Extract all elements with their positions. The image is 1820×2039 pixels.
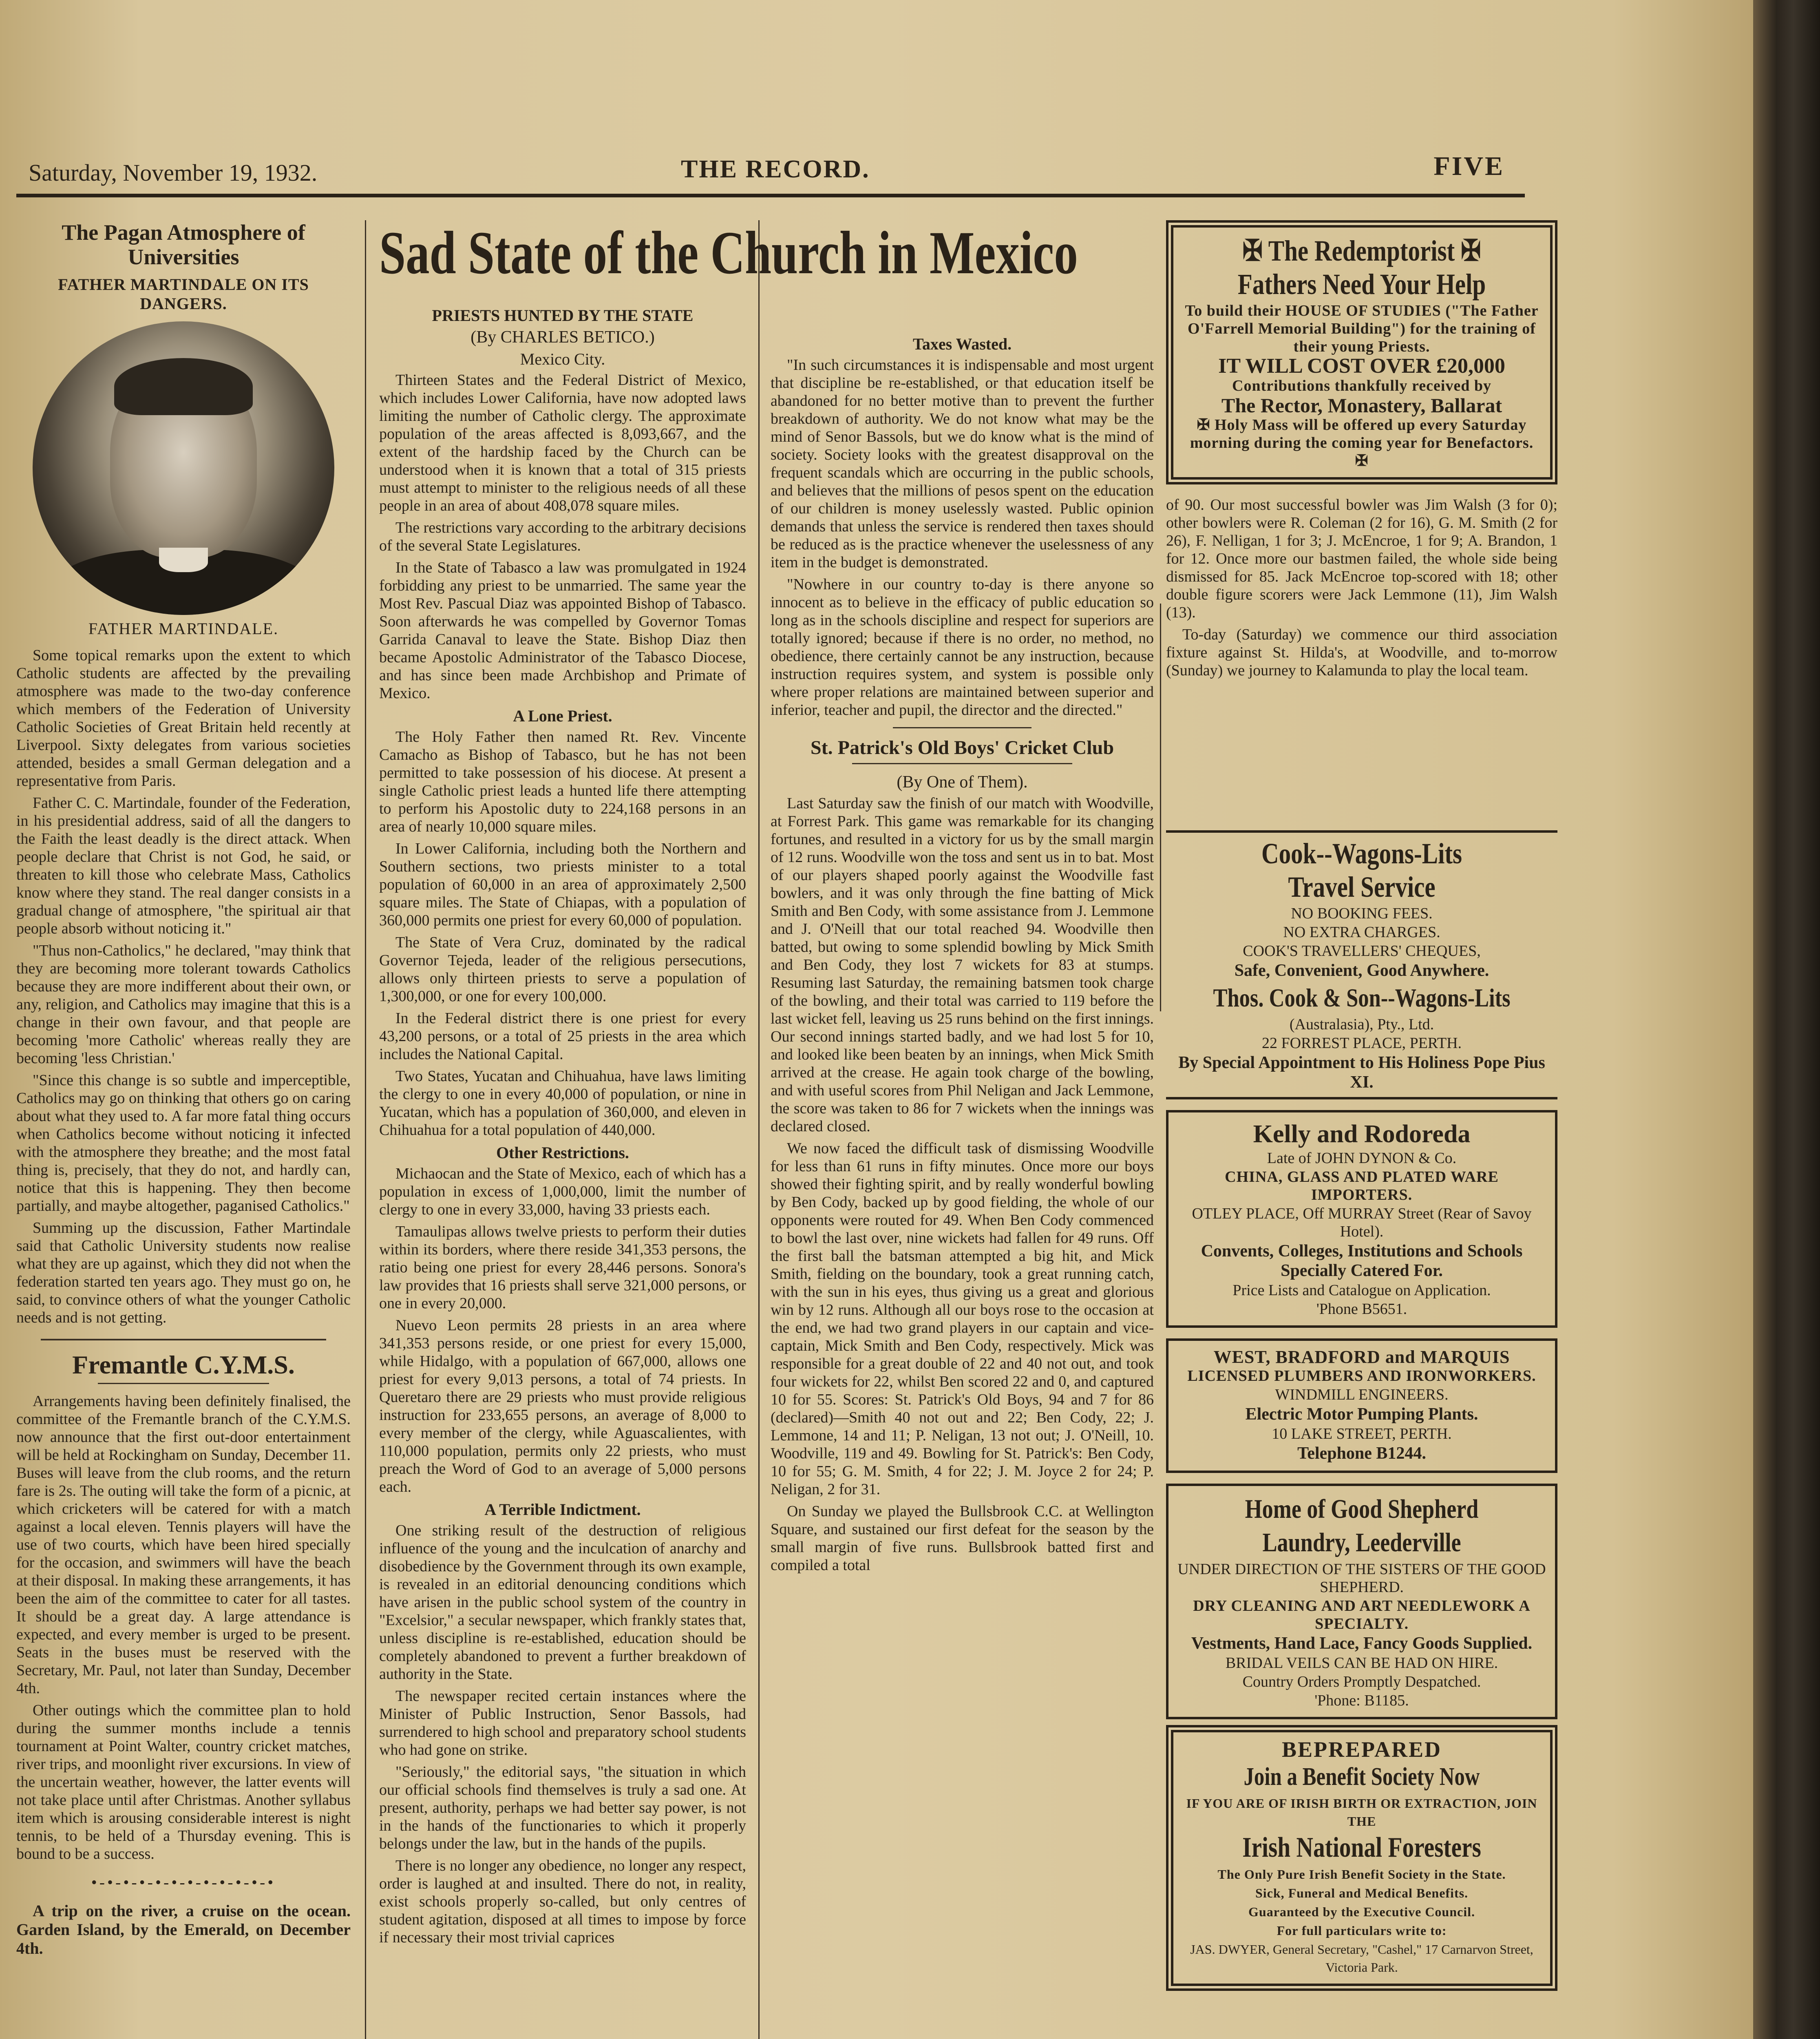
ad-line: Late of JOHN DYNON & Co. bbox=[1267, 1150, 1457, 1167]
ad-line: By Special Appointment to His Holiness Pope Pius XI. bbox=[1178, 1053, 1545, 1092]
mexico-section-head: A Lone Priest. bbox=[513, 707, 612, 725]
mexico-paragraph: There is no longer any obedience, no longer any respect, order is laughed at and insulted. There do not, in reality, exist schools properly so-called, but only centres of student agitation, disposed at all times to impose by force if necessary their most trivial caprices bbox=[379, 1857, 746, 1946]
ad-line: For full particulars write to: bbox=[1277, 1923, 1447, 1938]
mexico-byline: (By CHARLES BETICO.) bbox=[470, 328, 655, 347]
cricket-paragraph: of 90. Our most successful bowler was Jim Walsh (3 for 0); other bowlers were R. Coleman (2 for 16), G. M. Smith (2 for 26), F. Nelligan, 1 for 3; J. McEncroe, 1 for 9; A. Brandon, 1 for 12. Once more our bastmen failed, the whole side being dismissed for 85. Jack McEncroe top-scored with 18; other double figure scorers were Jack Lemmone (11), Jim Walsh (13). bbox=[1166, 496, 1557, 621]
mexico-paragraph: One striking result of the destruction of religious influence of the young and the inculcation of anarchy and disobedience by the Government through its own example, is revealed in an editorial denouncing conditions which have arisen in the public school system of the country in "Excelsior," a secular newspaper, which frankly states that, unless discipline is re-established, education should be completely abandoned to prevent a further breakdown of authority in the State. bbox=[379, 1522, 746, 1683]
kelly-ad bbox=[1166, 1110, 1557, 1328]
ad-line: Sick, Funeral and Medical Benefits. bbox=[1255, 1886, 1469, 1900]
ad-line: 'Phone B5651. bbox=[1316, 1300, 1407, 1318]
redemptorist-ad bbox=[1171, 225, 1553, 480]
ad-line: Thos. Cook & Son--Wagons-Lits bbox=[1213, 983, 1511, 1012]
cricket-paragraph: Last Saturday saw the finish of our match with Woodville, at Forrest Park. This game was remarkable for its changing fortunes, and resulted in a victory for us by the small margin of 12 runs. Woodville won the toss and sent us in to bat. Most of our players shaped poorly against the Woodville fast bowlers, and it was only through the fine batting of Mick Smith and Ben Cody, with some assistance from J. Lemmone and J. O'Neill that our total reached 94. Woodville then batted, but owing to some splendid bowling by Mick Smith and Ben Cody, they lost 7 wickets for 83 at stumps. Resuming last Saturday, the remaining batsmen took charge of the bowling, and their total was carried to 119 before the last wicket fell, leaving us 25 runs behind on the first innings. Our second innings started badly, and we had lost 5 for 10, and looked like been beaten by an innings, when Mick Smith arrived at the crease. He again took charge of the bowling, and with useful scores from Phil Neligan and Jack Lemmone, the score was taken to 86 for 7 wickets when the innings was declared closed. bbox=[771, 795, 1154, 1135]
ad-line: 22 FORREST PLACE, PERTH. bbox=[1261, 1035, 1462, 1052]
ad-line: WINDMILL ENGINEERS. bbox=[1275, 1386, 1449, 1403]
pagan-paragraph: Summing up the discussion, Father Martindale said that Catholic University students now realise what they are up against, which they did not when the federation started ten years ago. They must go on, he said, to convince others of what the younger Catholic needs and is not getting. bbox=[16, 1219, 351, 1326]
portrait-photo bbox=[33, 321, 334, 615]
ad-line: UNDER DIRECTION OF THE SISTERS OF THE GOOD SHEPHERD. bbox=[1177, 1561, 1546, 1596]
cricket-continued bbox=[1166, 496, 1557, 830]
ad-line: IF YOU ARE OF IRISH BIRTH OR EXTRACTION, JOIN THE bbox=[1186, 1796, 1537, 1829]
masthead-title: THE RECORD. bbox=[681, 155, 870, 183]
ad-line: Guaranteed by the Executive Council. bbox=[1248, 1904, 1475, 1919]
mexico-paragraph: "Nowhere in our country to-day is there anyone so innocent as to believe in the efficacy of public education so long as in the schools discipline and respect for superiors are totally ignored; because if there is no order, no method, no obedience, there certainly cannot be any instruction, because instruction requires system, and system is possible only where proper relations are maintained between superior and inferior, teacher and pupil, the director and the directed." bbox=[771, 576, 1154, 719]
masthead-rule bbox=[16, 194, 1525, 197]
mexico-subhead: PRIESTS HUNTED BY THE STATE bbox=[432, 306, 694, 325]
mexico-paragraph: "In such circumstances it is indispensable and most urgent that discipline be re-established, or that education itself be abandoned for no better motive than to prevent the further breakdown of authority. We do not know what may be the mind of Senor Bassols, but we do know what is the mind of society. Society looks with the greatest disapproval on the frequent scandals which are occurring in the public schools, and believes that the millions of pesos spent on the education of our children is money uselessly wasted. Public opinion demands that unless the service is rendered then taxes should be reduced as is the practice whenever the uselessness of any item in the budget is demonstrated. bbox=[771, 356, 1154, 571]
shepherd-title: Home of Good Shepherd bbox=[1245, 1494, 1479, 1524]
mexico-paragraph: In the State of Tabasco a law was promulgated in 1924 forbidding any priest to be unmarried. The same year the Most Rev. Pascual Diaz was appointed Bishop of Tabasco. Soon afterwards he was compelled by Governor Tomas Garrida Canaval to leave the State. Bishop Diaz then became Apostolic Administrator of the Tabasco Diocese, and has since been made Archbishop and Primate of Mexico. bbox=[379, 559, 746, 702]
ad-line: DRY CLEANING AND ART NEEDLEWORK A SPECIALTY. bbox=[1193, 1597, 1531, 1632]
column-right bbox=[1166, 220, 1557, 2039]
column-center-right bbox=[771, 302, 1154, 2039]
column-rule bbox=[365, 220, 366, 2039]
mexico-paragraph: In Lower California, including both the Northern and Southern sections, two priests minister to a total population of 60,000 in an area of approximately 2,500 square miles. The State of Chiapas, with a population of 360,000 permits one priest for every 60,000 of population. bbox=[379, 840, 746, 929]
ad-line: Convents, Colleges, Institutions and Schools Specially Catered For. bbox=[1201, 1242, 1523, 1280]
foresters-ad bbox=[1171, 1730, 1553, 1986]
ad-line: Telephone B1244. bbox=[1297, 1444, 1426, 1463]
ad-line: 10 LAKE STREET, PERTH. bbox=[1272, 1425, 1452, 1442]
cook-ad bbox=[1166, 830, 1557, 1099]
ad-line: NO BOOKING FEES. bbox=[1291, 905, 1433, 922]
cricket-paragraph: On Sunday we played the Bullsbrook C.C. at Wellington Square, and sustained our first defeat for the season by the small margin of five runs. Bullsbrook batted first and compiled a total bbox=[771, 1503, 1154, 1574]
ad-line: OTLEY PLACE, Off MURRAY Street (Rear of Savoy Hotel). bbox=[1192, 1205, 1532, 1240]
section-divider bbox=[893, 727, 1031, 728]
ad-line: Vestments, Hand Lace, Fancy Goods Supplied. bbox=[1191, 1634, 1533, 1653]
ad-line: The Rector, Monastery, Ballarat bbox=[1221, 394, 1502, 417]
mexico-paragraph: Tamaulipas allows twelve priests to perform their duties within its borders, where there reside 341,353 persons, the ratio being one priest for every 28,446 persons. Sonora's law provides that 16 priests shall serve 321,000 persons, or one in every 20,000. bbox=[379, 1223, 746, 1312]
ad-line: Safe, Convenient, Good Anywhere. bbox=[1234, 961, 1489, 980]
pagan-paragraph: "Thus non-Catholics," he declared, "may think that they are becoming more tolerant towards Catholics because they are more indifferent about their own, or any, religion, and Catholics may imagine that this is a change in their own favour, and that people are becoming 'more Catholic' whereas really they are becoming 'less Christian.' bbox=[16, 942, 351, 1067]
ad-line: ✠ Holy Mass will be offered up every Saturday morning during the coming year for Benefactors. ✠ bbox=[1190, 416, 1534, 469]
cook-title-2: Travel Service bbox=[1288, 871, 1436, 903]
masthead bbox=[29, 147, 1504, 196]
pagan-paragraph: "Since this change is so subtle and imperceptible, Catholics may go on thinking that others go on caring about what they used to. A far more fatal thing occurs when Catholics become without noticing it infected with the atmosphere they breathe; and the most fatal thing is, precisely, that they do not, and hardly can, notice that this is happening. They then become partially, and maybe altogether, paganised Catholics." bbox=[16, 1072, 351, 1214]
mexico-body bbox=[379, 302, 746, 2039]
masthead-date: Saturday, November 19, 1932. bbox=[29, 159, 318, 186]
cyms-headline: Fremantle C.Y.M.S. bbox=[72, 1350, 295, 1379]
masthead-page-number: FIVE bbox=[1433, 151, 1504, 181]
mexico-paragraph: Michaocan and the State of Mexico, each of which has a population in excess of 1,000,000, limit the number of clergy to one in every 33,000, having 33 priests each. bbox=[379, 1165, 746, 1218]
ad-line: JAS. DWYER, General Secretary, "Cashel," 17 Carnarvon Street, Victoria Park. bbox=[1190, 1942, 1533, 1975]
pagan-paragraph: Father C. C. Martindale, founder of the Federation, in his presidential address, said of all the dangers to the Faith the least deadly is the direct attack. When people declare that Christ is not God, he said, or threaten to kill those who celebrate Mass, Catholics know where they stand. The real danger consists in a gradual change of atmosphere, "the spiritual air that people absorb without noticing it." bbox=[16, 794, 351, 937]
cricket-paragraph: We now faced the difficult task of dismissing Woodville for less than 61 runs in fifty minutes. Once more our boys showed their fighting spirit, and by really wonderful bowling by Ben Cody, backed up by good fielding, the whole of our opponents were routed for 49. When Ben Cody commenced to bowl the last over, nine wickets had fallen for 49 runs. Off the first ball the batsman attempted a big hit, and Mick Smith, fielding on the boundary, took a great running catch, with the sun in his eyes, thus giving us a great and glorious win by 12 runs. Although all our boys rose to the occasion at the end, we had two grand players in our captain and vice-captain, Mick Smith and Ben Cody, respectively. Mick was responsible for a great double of 22 and 40 not out, and took four wickets for 22, whilst Ben scored 22 and 0, and captured 10 for 55. Scores: St. Patrick's Old Boys, 94 and 7 for 86 (declared)—Smith 40 not out and 22; Ben Cody, 22; J. Lemmone, 14 and 11; P. Neligan, 13 not out; J. O'Neill, 10. Woodville, 119 and 49. Bowling for St. Patrick's: Ben Cody, 10 for 55; G. M. Smith, 4 for 22; J. M. Joyce 2 for 24; P. Neligan, 2 for 31. bbox=[771, 1140, 1154, 1498]
section-divider bbox=[852, 763, 1072, 764]
section-divider bbox=[98, 1383, 269, 1384]
ad-line: The Only Pure Irish Benefit Society in the State. bbox=[1217, 1867, 1506, 1882]
ad-line: (Australasia), Pty., Ltd. bbox=[1289, 1016, 1434, 1033]
mexico-paragraph: Two States, Yucatan and Chihuahua, have laws limiting the clergy to one in every 40,000 of population, or nine in Yucatan, which has a population of 360,000, and eleven in Chihuahua for a total population of 440,000. bbox=[379, 1068, 746, 1139]
mexico-paragraph: The newspaper recited certain instances where the Minister of Public Instruction, Senor Bassols, had surrendered to high school and preparatory school students who had gone on strike. bbox=[379, 1687, 746, 1758]
column-rule bbox=[758, 220, 760, 2039]
mexico-paragraph: "Seriously," the editorial says, "the situation in which our official schools find themselves is truly a sad one. At present, authority, perhaps we had better say power, is not in the hands of the functionaries to which it properly belongs under the law, but in the hands of the pupils. bbox=[379, 1763, 746, 1852]
ad-line: Electric Motor Pumping Plants. bbox=[1245, 1405, 1478, 1424]
trip-notice: A trip on the river, a cruise on the ocean. Garden Island, by the Emerald, on December 4th. bbox=[16, 1902, 351, 1957]
mexico-paragraph: The State of Vera Cruz, dominated by the radical Governor Tejeda, leader of the religious persecutions, allows only thirteen priests to serve a population of 1,300,000, or one for every 100,000. bbox=[379, 934, 746, 1005]
ad-line: BRIDAL VEILS CAN BE HAD ON HIRE. bbox=[1225, 1654, 1498, 1672]
ad-line: CHINA, GLASS AND PLATED WARE IMPORTERS. bbox=[1225, 1168, 1499, 1203]
ad-line: 'Phone: B1185. bbox=[1314, 1692, 1409, 1709]
ornament-rule: •-•-•-•-•-•-•-•-•-•-•-• bbox=[91, 1873, 276, 1891]
mexico-section-head: A Terrible Indictment. bbox=[484, 1500, 641, 1519]
mexico-section-head: Taxes Wasted. bbox=[912, 335, 1012, 353]
ad-line: Contributions thankfully received by bbox=[1232, 377, 1491, 394]
ad-line: BEPREPARED bbox=[1281, 1737, 1442, 1762]
mexico-paragraph: In the Federal district there is one priest for every 43,200 persons, or a total of 25 priests in the area which includes the National Capital. bbox=[379, 1010, 746, 1063]
ad-line: NO EXTRA CHARGES. bbox=[1283, 924, 1440, 941]
cyms-paragraph: Other outings which the committee plan to hold during the summer months include a tennis tournament at Point Walter, country cricket matches, river trips, and moonlight river excursions. In view of the uncertain weather, however, the latter events will not take place until after Christmas. Another syllabus item which is arousing considerable interest is night tennis, to be held of a Thursday evening. This is bound to be a success. bbox=[16, 1702, 351, 1862]
mexico-paragraph: The Holy Father then named Rt. Rev. Vincente Camacho as Bishop of Tabasco, but he has not been permitted to take possession of his diocese. At present a single Catholic priest leads a hunted life there attempting to perform his Apostolic duty to 224,168 persons in an area of nearly 10,000 square miles. bbox=[379, 728, 746, 835]
pagan-headline: The Pagan Atmosphere of Universities bbox=[62, 220, 305, 269]
column-left bbox=[16, 220, 351, 2039]
cook-title: Cook--Wagons-Lits bbox=[1261, 837, 1462, 870]
shepherd-title-2: Laundry, Leederville bbox=[1262, 1528, 1461, 1557]
column-rule bbox=[1160, 604, 1161, 1011]
mexico-dateline: Mexico City. bbox=[520, 350, 605, 368]
section-divider bbox=[41, 1339, 326, 1340]
ad-line: Country Orders Promptly Despatched. bbox=[1242, 1673, 1481, 1690]
cyms-paragraph: Arrangements having been definitely finalised, the committee of the Fremantle branch of the C.Y.M.S. now announce that the first out-door entertainment will be held at Rockingham on Sunday, December 11. Buses will leave from the club rooms, and the return fare is 2s. The outing will take the form of a picnic, at which cricketers will be catered for with a match against a local eleven. Tennis players will have the use of two courts, which have been hired specially for the occasion, and swimmers will have the beach at their disposal. In making these arrangements, it has been the aim of the committee to cater for all tastes. It should be a great day. A large attendance is expected, and every member is urged to be present. Seats in the buses must be reserved with the Secretary, Mr. Paul, not later than Sunday, December 4th. bbox=[16, 1393, 351, 1697]
pagan-paragraph: Some topical remarks upon the extent to which Catholic students are affected by the prevailing atmosphere was made to the two-day conference which members of the Federation of University Catholic Societies of Great Britain held recently at Liverpool. Sixty delegates from various societies attended, besides a small German delegation and a representative from Paris. bbox=[16, 647, 351, 790]
portrait-caption: FATHER MARTINDALE. bbox=[88, 619, 279, 638]
kelly-title: Kelly and Rodoreda bbox=[1253, 1120, 1471, 1148]
ad-line: IT WILL COST OVER £20,000 bbox=[1218, 354, 1505, 378]
cricket-byline: (By One of Them). bbox=[897, 773, 1028, 792]
ad-line: WEST, BRADFORD and MARQUIS bbox=[1213, 1347, 1510, 1367]
mexico-paragraph: Nuevo Leon permits 28 priests in an area where 341,353 persons reside, or one priest for every 15,000, while Hidalgo, with a population of 667,000, allows one priest for every 9,013 persons, a total of 74 priests. In Queretaro there are 29 priests who must provide religious instruction for 233,655 persons, an average of 8,000 to every member of the clergy, while Aguascalientes, with 110,000 population, permits only 22 priests, who must preach the Word of God to an average of 5,000 persons each. bbox=[379, 1317, 746, 1495]
mexico-paragraph: Thirteen States and the Federal District of Mexico, which includes Lower California, have now adopted laws limiting the number of Catholic clergy. The approximate population of the areas affected is 8,093,667, and the extent of the hardship faced by the Church can be understood when it is known that a total of 315 priests must attempt to minister to the religious needs of all these people in an area of about 408,078 square miles. bbox=[379, 372, 746, 514]
cricket-paragraph: To-day (Saturday) we commence our third association fixture against St. Hilda's, at Woodville, and to-morrow (Sunday) we journey to Kalamunda to play the local team. bbox=[1166, 626, 1557, 679]
west-bradford-ad bbox=[1166, 1338, 1557, 1473]
ad-line: LICENSED PLUMBERS AND IRONWORKERS. bbox=[1187, 1367, 1536, 1384]
mexico-headline: Sad State of the Church in Mexico bbox=[379, 219, 1078, 287]
book-binding bbox=[1753, 0, 1820, 2039]
ad-line: Price Lists and Catalogue on Application. bbox=[1232, 1282, 1491, 1299]
mexico-paragraph: The restrictions vary according to the arbitrary decisions of the several State Legislatures. bbox=[379, 519, 746, 554]
good-shepherd-ad bbox=[1166, 1484, 1557, 1719]
ad-line: COOK'S TRAVELLERS' CHEQUES, bbox=[1243, 942, 1481, 960]
redemptorist-title-2: Fathers Need Your Help bbox=[1237, 268, 1486, 301]
foresters-title-2: Irish National Foresters bbox=[1242, 1832, 1481, 1863]
redemptorist-title: ✠ The Redemptorist ✠ bbox=[1242, 234, 1481, 267]
cricket-headline: St. Patrick's Old Boys' Cricket Club bbox=[810, 737, 1114, 759]
ad-line: To build their HOUSE OF STUDIES ("The Father O'Farrell Memorial Building") for the training of their young Priests. bbox=[1185, 302, 1539, 355]
foresters-title: Join a Benefit Society Now bbox=[1244, 1763, 1480, 1791]
mexico-section-head: Other Restrictions. bbox=[496, 1143, 629, 1162]
pagan-subhead: FATHER MARTINDALE ON ITS DANGERS. bbox=[58, 275, 309, 313]
